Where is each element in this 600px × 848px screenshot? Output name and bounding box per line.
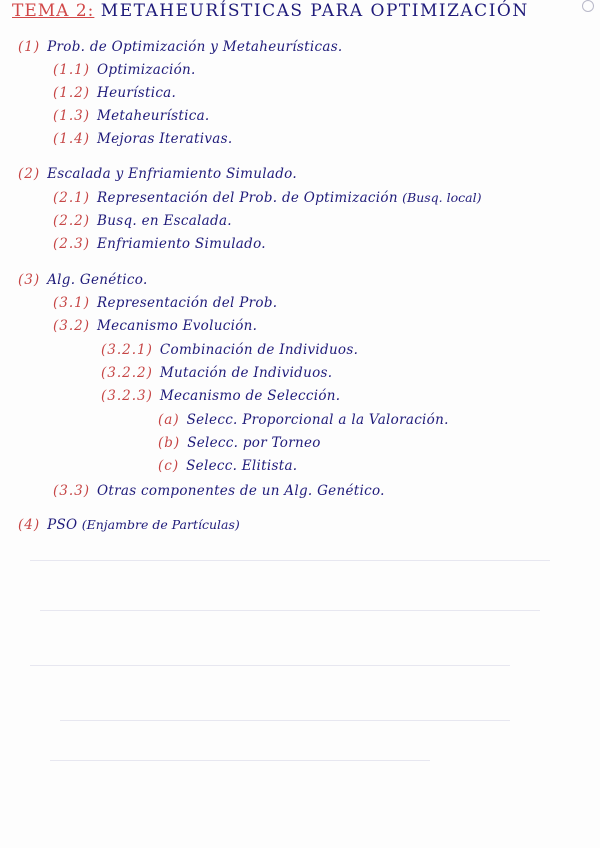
outline-item-number: (c) (158, 458, 180, 474)
outline-item-3-2-3-b (158, 434, 321, 452)
show-through-line (30, 665, 510, 666)
outline-item-3-2-2 (101, 364, 332, 382)
outline-item-number: (2.1) (53, 190, 91, 206)
outline-item-number: (1) (18, 39, 41, 55)
outline-item-text: Selecc. Elitista. (186, 458, 298, 474)
outline-item-number: (b) (158, 435, 181, 451)
outline-item-number: (1.1) (53, 62, 91, 78)
outline-item-2-2 (53, 212, 232, 230)
outline-item-1-2 (53, 84, 176, 102)
outline-item-text: Mecanismo de Selección. (159, 388, 341, 404)
outline-item-number: (3.2.2) (101, 365, 153, 381)
show-through-line (60, 720, 510, 721)
outline-item-number: (3.2.1) (101, 342, 153, 358)
title-text: METAHEURÍSTICAS PARA OPTIMIZACIÓN (100, 1, 529, 21)
show-through-line (50, 760, 430, 761)
outline-item-3-3 (53, 482, 385, 500)
outline-item-3-2-3 (101, 387, 340, 405)
outline-item-3-1 (53, 294, 277, 312)
outline-item-number: (1.4) (53, 131, 91, 147)
outline-item-text: PSO (47, 517, 78, 533)
outline-item-3-2-3-a (158, 411, 449, 429)
outline-item-number: (1.3) (53, 108, 91, 124)
outline-item-text: Selecc. Proporcional a la Valoración. (186, 412, 449, 428)
show-through-line (40, 610, 540, 611)
outline-item-number: (4) (18, 517, 41, 533)
outline-item-3 (18, 271, 148, 289)
outline-item-2-3 (53, 235, 266, 253)
page-corner-mark (582, 0, 594, 12)
outline-item-number: (a) (158, 412, 180, 428)
outline-item-text: Mecanismo Evolución. (97, 318, 258, 334)
outline-item-text: Mutación de Individuos. (159, 365, 333, 381)
outline-item-1 (18, 38, 343, 56)
page-title (12, 1, 529, 21)
outline-item-2-1 (53, 189, 481, 207)
outline-item-number: (2) (18, 166, 41, 182)
outline-item-text: Selecc. por Torneo (187, 435, 321, 451)
outline-item-1-4 (53, 130, 232, 148)
outline-item-number: (1.2) (53, 85, 91, 101)
outline-item-text: Optimización. (97, 62, 196, 78)
outline-item-2 (18, 165, 297, 183)
outline-item-note: (Enjambre de Partículas) (81, 517, 240, 532)
outline-item-number: (3) (18, 272, 41, 288)
outline-item-text: Mejoras Iterativas. (97, 131, 233, 147)
outline-item-1-1 (53, 61, 196, 79)
outline-item-4 (18, 516, 240, 534)
show-through-line (30, 560, 550, 561)
title-tema-label: TEMA 2: (12, 1, 95, 21)
outline-item-number: (3.2) (53, 318, 91, 334)
outline-item-note: (Busq. local) (402, 190, 482, 205)
outline-item-number: (3.1) (53, 295, 91, 311)
outline-item-text: Alg. Genético. (47, 272, 148, 288)
outline-item-text: Metaheurística. (97, 108, 210, 124)
outline-item-text: Prob. de Optimización y Metaheurísticas. (47, 39, 343, 55)
outline-item-number: (2.2) (53, 213, 91, 229)
outline-item-number: (3.3) (53, 483, 91, 499)
outline-item-3-2-1 (101, 341, 358, 359)
outline-item-number: (2.3) (53, 236, 91, 252)
outline-item-3-2 (53, 317, 257, 335)
outline-item-text: Combinación de Individuos. (159, 342, 359, 358)
outline-item-text: Representación del Prob. (97, 295, 278, 311)
outline-item-text: Escalada y Enfriamiento Simulado. (47, 166, 297, 182)
outline-item-text: Representación del Prob. de Optimización (97, 190, 398, 206)
outline-item-text: Busq. en Escalada. (97, 213, 232, 229)
outline-item-text: Otras componentes de un Alg. Genético. (97, 483, 385, 499)
outline-item-1-3 (53, 107, 210, 125)
outline-item-text: Heurística. (97, 85, 177, 101)
outline-item-number: (3.2.3) (101, 388, 153, 404)
outline-item-3-2-3-c (158, 457, 297, 475)
outline-item-text: Enfriamiento Simulado. (97, 236, 266, 252)
